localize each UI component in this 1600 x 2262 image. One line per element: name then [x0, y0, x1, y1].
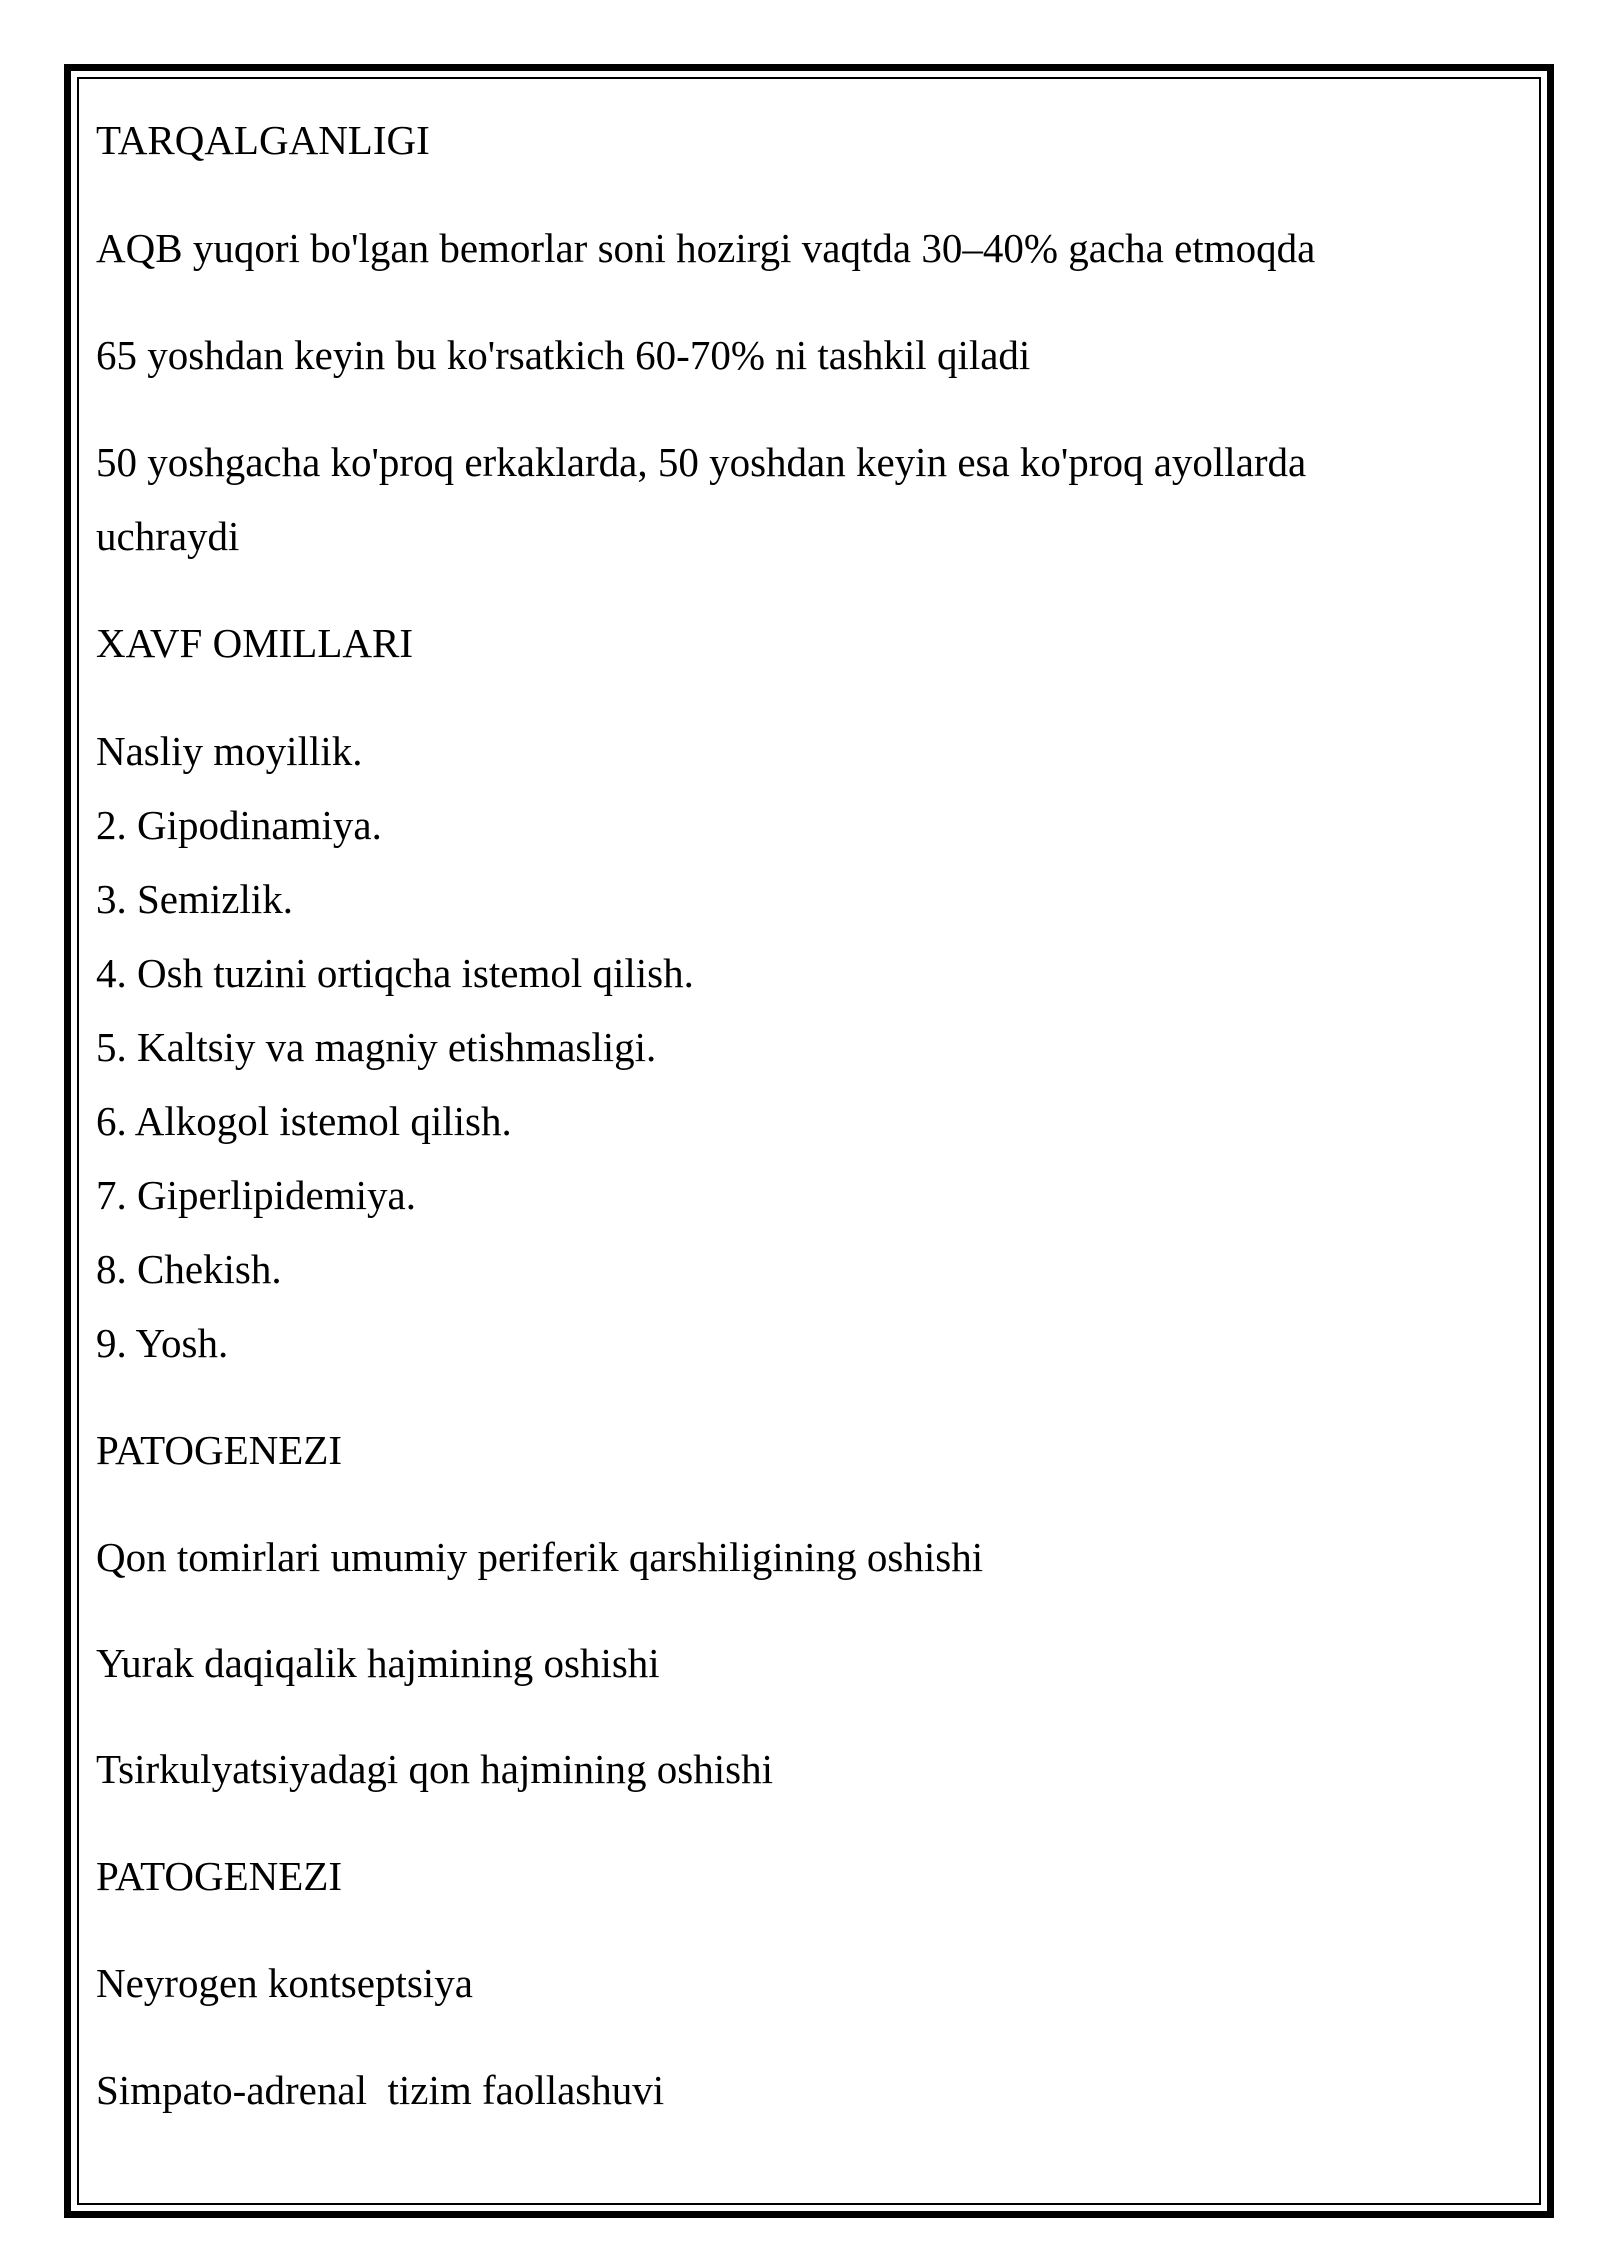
paragraph: Simpato-adrenal tizim faollashuvi — [96, 2067, 665, 2113]
list-item: 4. Osh tuzini ortiqcha istemol qilish. — [96, 950, 694, 996]
paragraph: Neyrogen kontseptsiya — [96, 1960, 473, 2006]
paragraph: 65 yoshdan keyin bu ko'rsatkich 60-70% ni tashkil qiladi — [96, 332, 1031, 378]
paragraph: Tsirkulyatsiyadagi qon hajmining oshishi — [96, 1746, 774, 1792]
list-item: 6. Alkogol istemol qilish. — [96, 1098, 512, 1144]
list-item: 9. Yosh. — [96, 1320, 229, 1366]
list-item: 5. Kaltsiy va magniy etishmasligi. — [96, 1024, 657, 1070]
section-heading-patogenezi-2: PATOGENEZI — [96, 1853, 343, 1899]
section-heading-patogenezi: PATOGENEZI — [96, 1427, 343, 1473]
paragraph: Yurak daqiqalik hajmining oshishi — [96, 1640, 660, 1686]
section-heading-tarqalganligi: TARQALGANLIGI — [96, 117, 430, 163]
paragraph: 50 yoshgacha ko'proq erkaklarda, 50 yoshdan keyin esa ko'proq ayollarda — [96, 439, 1307, 485]
section-heading-xavf-omillari: XAVF OMILLARI — [96, 620, 414, 666]
paragraph-continuation: uchraydi — [96, 513, 240, 559]
list-item: 7. Giperlipidemiya. — [96, 1172, 416, 1218]
list-item: Nasliy moyillik. — [96, 728, 363, 774]
list-item: 2. Gipodinamiya. — [96, 802, 382, 848]
paragraph: Qon tomirlari umumiy periferik qarshiligining oshishi — [96, 1534, 984, 1580]
paragraph: AQB yuqori bo'lgan bemorlar soni hozirgi vaqtda 30–40% gacha etmoqda — [96, 225, 1316, 271]
list-item: 8. Chekish. — [96, 1246, 282, 1292]
list-item: 3. Semizlik. — [96, 876, 294, 922]
